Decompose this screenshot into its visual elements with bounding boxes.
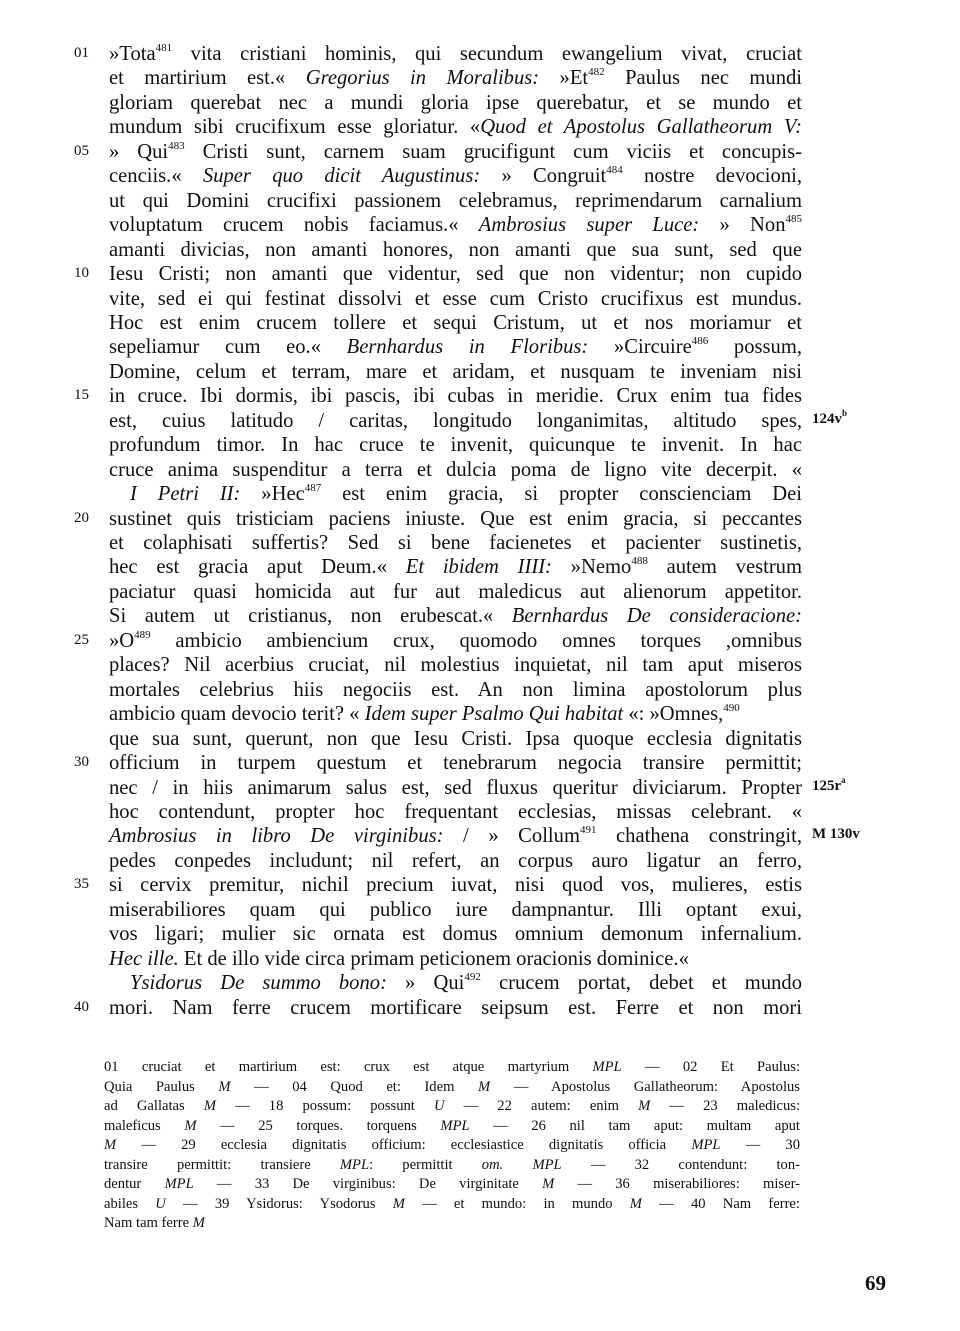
- line-number: 20: [74, 509, 89, 526]
- text-line: [0, 800, 960, 824]
- text-line: [0, 996, 960, 1020]
- text-line: [0, 922, 960, 946]
- line-text: Hoc est enim crucem tollere et sequi Cristum, ut et nos moriamur et: [109, 311, 802, 334]
- footnote-line: Quia Paulus M — 04 Quod et: Idem M — Apostolus Gallatheorum: Apostolus: [104, 1078, 800, 1095]
- line-text: hec est gracia aput Deum.« Et ibidem IIII: »Nemo$^{488}$ autem vestrum: [109, 555, 802, 579]
- line-number: 15: [74, 387, 89, 404]
- line-text: in cruce. Ibi dormis, ibi pascis, ibi cubas in meridie. Crux enim tua fides: [109, 385, 802, 408]
- text-line: [0, 604, 960, 628]
- footnote-line: 01 cruciat et martirium est: crux est atque martyrium MPL — 02 Et Paulus:: [104, 1059, 800, 1075]
- line-text: $»O^{489}$ ambicio ambiencium crux, quomodo omnes torques ,omnibus: [109, 628, 802, 652]
- text-line: [0, 751, 960, 775]
- text-line: [0, 555, 960, 579]
- footnote-line: maleficus M — 25 torques. torquens MPL — 26 nil tam aput: multam aput: [104, 1117, 800, 1134]
- line-text: nec / in hiis animarum salus est, sed fluxus queritur diviciarum. Propter: [109, 776, 802, 799]
- text-line: [0, 189, 960, 213]
- footnote-line: abiles U — 39 Ysidorus: Ysodorus M — et mundo: in mundo M — 40 Nam ferre:: [104, 1195, 800, 1212]
- line-text: I Petri II: »Hec$^{487}$ est enim gracia, si propter conscienciam Dei: [130, 482, 803, 506]
- line-text: que sua sunt, querunt, non que Iesu Cristi. Ipsa quoque ecclesia dignitatis: [109, 727, 802, 750]
- text-line: [0, 824, 960, 848]
- line-text: paciatur quasi homicida aut fur aut maledicus aut alienorum appetitor.: [109, 580, 802, 603]
- line-text: miserabiliores quam qui publico iure dampnantur. Illi optant exui,: [109, 898, 802, 921]
- line-text: sustinet quis tristiciam paciens iniuste. Que est enim gracia, si peccantes: [109, 507, 802, 530]
- footnote-line: M — 29 ecclesia dignitatis officium: ecclesiastice dignitatis officia MPL — 30: [104, 1137, 801, 1153]
- text-line: [0, 42, 960, 66]
- line-text: mundum sibi crucifixum esse gloriatur. «Quod et Apostolus Gallatheorum V:: [109, 116, 802, 139]
- line-number: 10: [74, 265, 89, 282]
- text-line: [0, 947, 960, 971]
- line-number: 30: [74, 754, 89, 771]
- text-line: [0, 678, 960, 702]
- text-line: [0, 482, 960, 506]
- text-line: [0, 384, 960, 408]
- line-text: gloriam querebat nec a mundi gloria ipse querebatur, et se mundo et: [109, 91, 802, 114]
- line-text: vos ligari; mulier sic ornata est domus omnium demonum infernalium.: [109, 923, 802, 946]
- line-text: et martirium est.« Gregorius in Moralibus: »Et$^{482}$ Paulus nec mundi: [109, 66, 803, 90]
- line-text: ambicio quam devocio terit? « Idem super Psalmo Qui habitat «: »Omnes,$^{490}$: [109, 702, 740, 726]
- line-text: places? Nil acerbius cruciat, nil molestius inquietat, nil tam aput miseros: [109, 654, 802, 677]
- line-text: cenciis.« Super quo dicit Augustinus: » Congruit$^{484}$ nostre devocioni,: [109, 164, 802, 188]
- text-line: [0, 262, 960, 286]
- line-text: » Qui$^{483}$ Cristi sunt, carnem suam grucifigunt cum viciis et concupis-: [109, 139, 802, 163]
- text-line: [0, 873, 960, 897]
- line-text: Iesu Cristi; non amanti que videntur, sed que non videntur; non cupido: [109, 263, 802, 286]
- line-number: 05: [74, 142, 89, 159]
- text-line: [0, 702, 960, 726]
- text-line: [0, 507, 960, 531]
- line-text: »Tota$^{481}$ vita cristiani hominis, qui secundum ewangelium vivat, cruciat: [109, 42, 802, 65]
- line-text: voluptatum crucem nobis faciamus.« Ambrosius super Luce: » Non$^{485}$: [109, 213, 803, 237]
- text-line: [0, 311, 960, 335]
- footnote-line: Nam tam ferre M: [104, 1215, 205, 1231]
- text-line: [0, 629, 960, 653]
- line-text: Ambrosius in libro De virginibus: / » Collum$^{491}$ chathena constringit,: [109, 824, 802, 848]
- line-text: officium in turpem questum et tenebrarum negocia transire permittit;: [109, 752, 802, 775]
- text-line: [0, 433, 960, 457]
- text-line: [0, 140, 960, 164]
- line-text: Hec ille. Et de illo vide circa primam peticionem oracionis dominice.«: [109, 947, 689, 970]
- line-number: 40: [74, 998, 89, 1015]
- text-line: [0, 458, 960, 482]
- text-line: [0, 91, 960, 115]
- folio-marker: $125r^a$: [812, 774, 846, 794]
- text-line: [0, 531, 960, 555]
- line-number: 01: [74, 45, 89, 61]
- text-line: [0, 335, 960, 359]
- line-text: Domine, celum et terram, mare et aridam, et nusquam te inveniam nisi: [109, 360, 802, 383]
- line-text: mortales celebrius hiis negociis est. An non limina apostolorum plus: [109, 678, 802, 701]
- line-text: si cervix premitur, nichil precium iuvat, nisi quod vos, mulieres, estis: [109, 874, 802, 897]
- footnote-line: dentur MPL — 33 De virginibus: De virginitate M — 36 miserabiliores: miser-: [104, 1176, 800, 1192]
- text-line: [0, 653, 960, 677]
- line-text: ut qui Domini crucifixi passionem celebramus, reprimendarum carnalium: [109, 189, 802, 212]
- text-line: [0, 360, 960, 384]
- line-text: sepeliamur cum eo.« Bernhardus in Floribus: »Circuire$^{486}$ possum,: [109, 335, 802, 359]
- line-text: cruce anima suspenditur a terra et dulcia poma de ligno vite decerpit. «: [109, 458, 802, 481]
- text-line: [0, 287, 960, 311]
- line-text: amanti divicias, non amanti honores, non amanti que sua sunt, sed que: [109, 238, 802, 261]
- text-line: [0, 66, 960, 90]
- folio-marker: $124v^b$: [812, 407, 848, 427]
- text-line: [0, 898, 960, 922]
- text-line: [0, 727, 960, 751]
- footnote-line: ad Gallatas M — 18 possum: possunt U — 22 autem: enim M — 23 maledicus:: [104, 1098, 801, 1114]
- text-line: [0, 776, 960, 800]
- line-text: Si autem ut cristianus, non erubescat.« Bernhardus De consideracione:: [109, 605, 803, 628]
- line-number: 25: [74, 631, 89, 648]
- line-text: profundum timor. In hac cruce te invenit, quicunque te invenit. In hac: [109, 434, 802, 457]
- footnote-line: transire permittit: transiere MPL: permittit om. MPL — 32 contendunt: ton-: [104, 1156, 800, 1173]
- line-text: vite, sed ei qui festinat dissolvi et esse cum Cristo crucifixus est mundus.: [109, 287, 802, 310]
- text-line: [0, 238, 960, 262]
- text-line: [0, 580, 960, 604]
- page-number: 69: [865, 1271, 886, 1295]
- text-line: [0, 409, 960, 433]
- text-line: [0, 164, 960, 188]
- line-number: 35: [74, 876, 89, 893]
- line-text: pedes conpedes includunt; nil refert, an corpus auro ligatur an ferro,: [109, 849, 802, 872]
- line-text: hoc contendunt, propter hoc frequentant ecclesias, missas celebrant. «: [109, 800, 802, 823]
- text-line: [0, 971, 960, 995]
- line-text: est, cuius latitudo / caritas, longitudo longanimitas, altitudo spes,: [109, 409, 802, 432]
- text-line: [0, 115, 960, 139]
- folio-marker: M 130v: [812, 826, 860, 843]
- text-line: [0, 213, 960, 237]
- line-text: Ysidorus De summo bono: » Qui$^{492}$ crucem portat, debet et mundo: [130, 971, 803, 995]
- line-text: mori. Nam ferre crucem mortificare seipsum est. Ferre et non mori: [109, 996, 802, 1019]
- text-line: [0, 849, 960, 873]
- line-text: et colaphisati suffertis? Sed si bene facienetes et pacienter sustinetis,: [109, 532, 802, 554]
